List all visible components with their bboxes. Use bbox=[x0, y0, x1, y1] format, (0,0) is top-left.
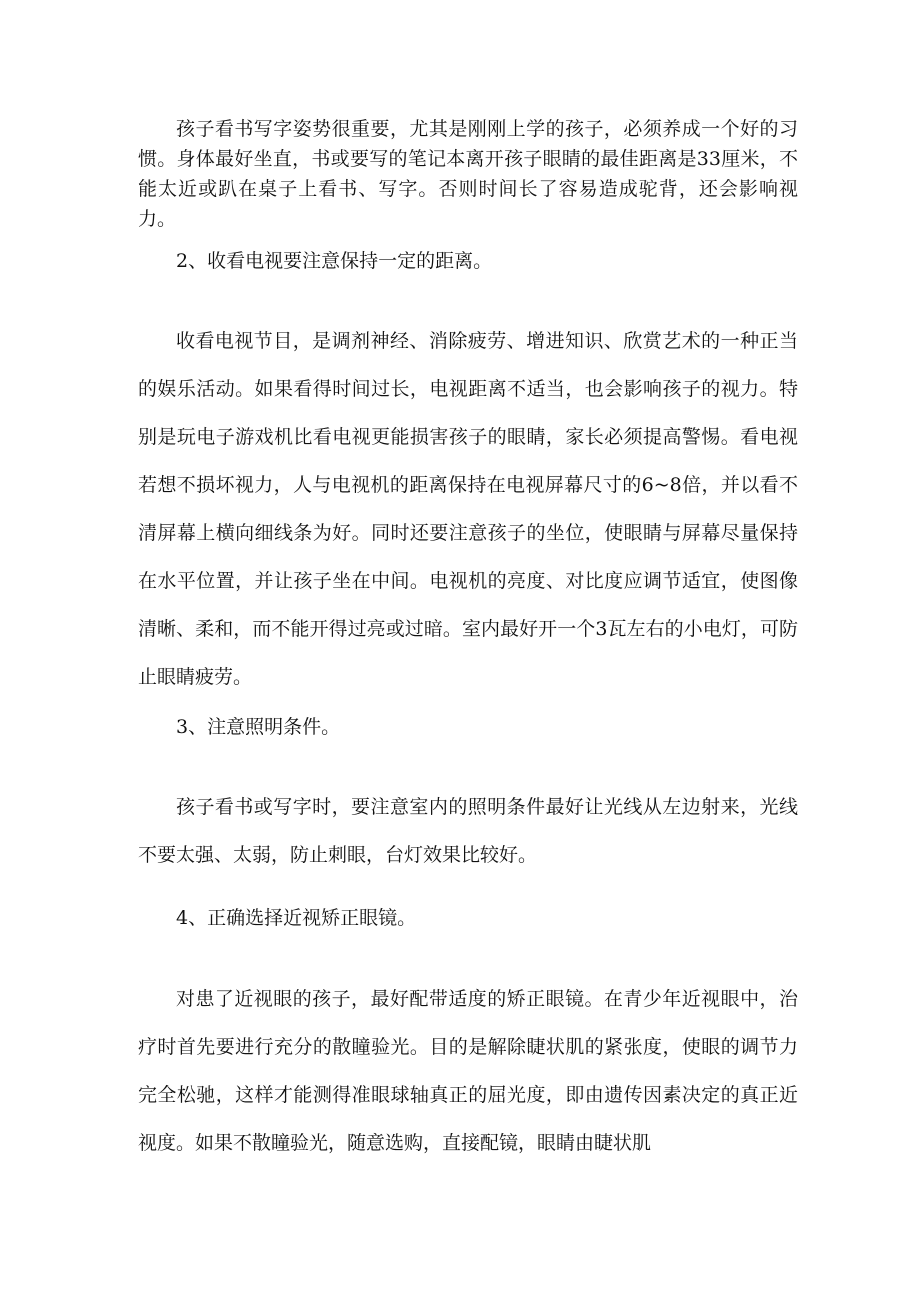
heading-glasses: 4、正确选择近视矫正眼镜。 bbox=[176, 907, 417, 929]
paragraph-glasses: 对患了近视眼的孩子，最好配带适度的矫正眼镜。在青少年近视眼中，治疗时首先要进行充分的散瞳验光。目的是解除睫状肌的紧张度，使眼的调节力完全松驰，这样才能测得准眼球轴真正的屈光度，即由遗传因素决定的真正近视度。如果不散瞳验光，随意选购，直接配镜，眼睛由睫状肌 bbox=[138, 988, 798, 1154]
heading-tv-distance: 2、收看电视要注意保持一定的距离。 bbox=[176, 250, 493, 272]
paragraph-lighting: 孩子看书或写字时，要注意室内的照明条件最好让光线从左边射来，光线不要太强、太弱，防止刺眼，台灯效果比较好。 bbox=[138, 796, 798, 866]
heading-lighting: 3、注意照明条件。 bbox=[176, 716, 341, 738]
paragraph-posture: 孩子看书写字姿势很重要，尤其是刚刚上学的孩子，必须养成一个好的习惯。身体最好坐直，书或要写的笔记本离开孩子眼睛的最佳距离是33厘米，不能太近或趴在桌子上看书、写字。否则时间长了容易造成驼背，还会影响视力。 bbox=[138, 118, 798, 230]
paragraph-tv-distance: 收看电视节目，是调剂神经、消除疲劳、增进知识、欣赏艺术的一种正当的娱乐活动。如果看得时间过长，电视距离不适当，也会影响孩子的视力。特别是玩电子游戏机比看电视更能损害孩子的眼睛，家长必须提高警惕。看电视若想不损坏视力，人与电视机的距离保持在电视屏幕尺寸的6~8倍，并以看不清屏幕上横向细线条为好。同时还要注意孩子的坐位，使眼睛与屏幕尽量保持在水平位置，并让孩子坐在中间。电视机的亮度、对比度应调节适宜，使图像清晰、柔和，而不能开得过亮或过暗。室内最好开一个3瓦左右的小电灯，可防止眼睛疲劳。 bbox=[138, 330, 798, 688]
